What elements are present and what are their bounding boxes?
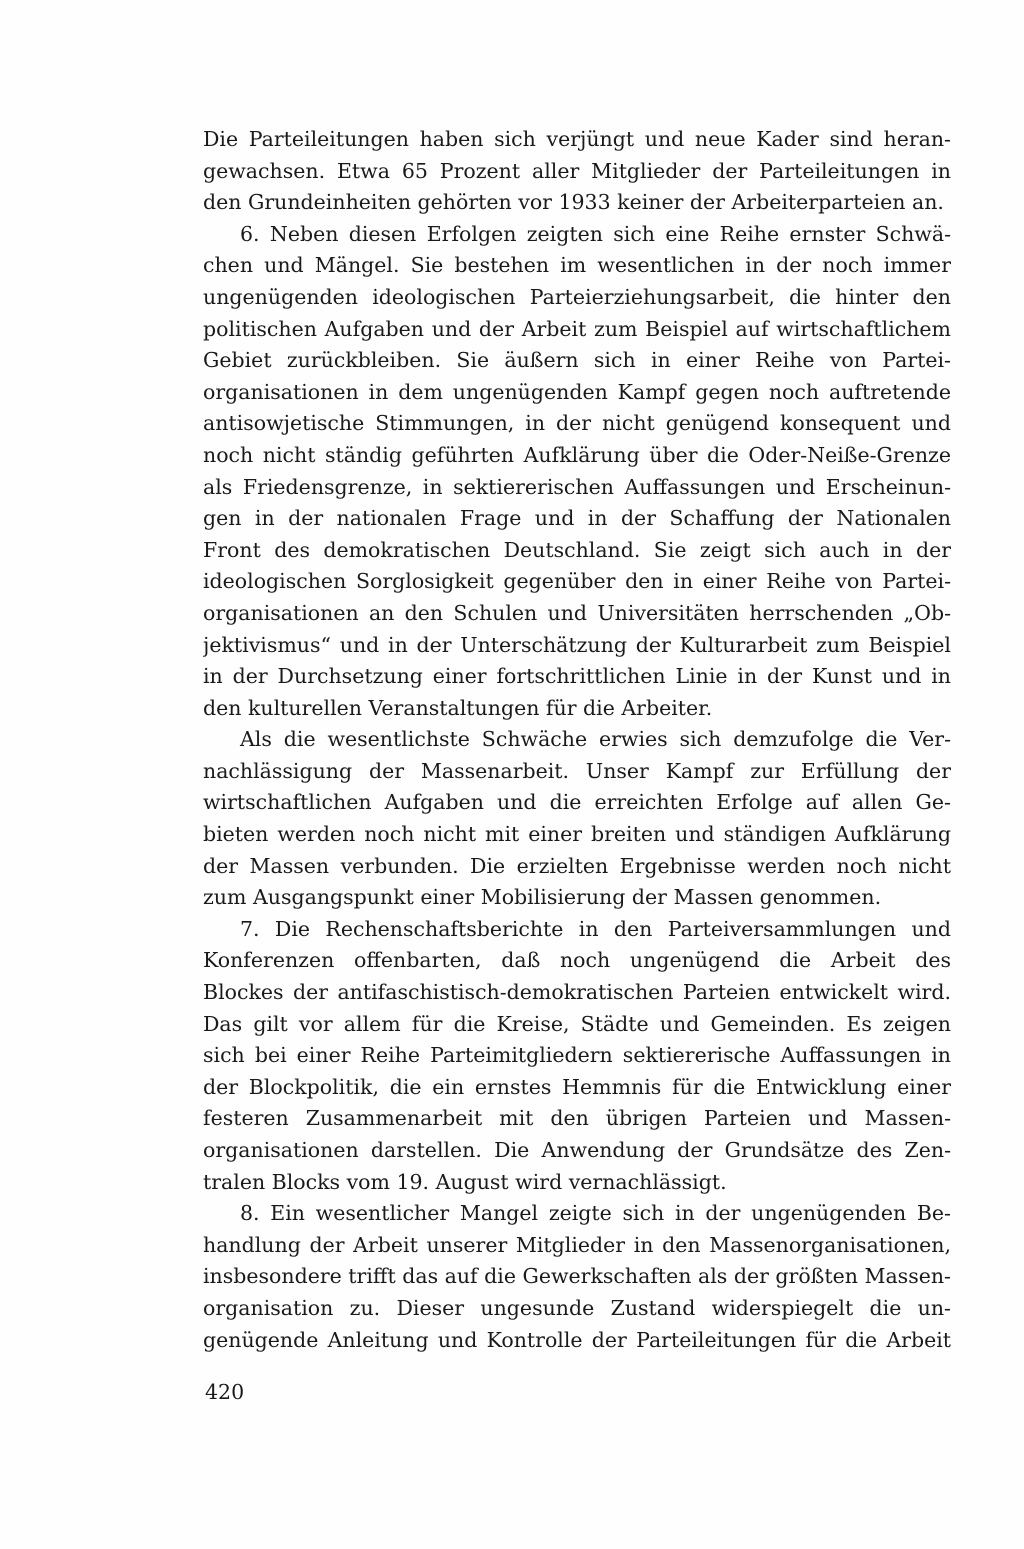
text-line: 6. Neben diesen Erfolgen zeigten sich eine Reihe ernster Schwä- — [240, 221, 951, 246]
text-line: handlung der Arbeit unserer Mitglieder in den Massenorganisationen, — [203, 1232, 951, 1257]
text-line: Konferenzen offenbarten, daß noch ungenügend die Arbeit des — [203, 948, 951, 973]
text-line: Das gilt vor allem für die Kreise, Städte und Gemeinden. Es zeigen — [203, 1011, 951, 1036]
text-line: bieten werden noch nicht mit einer breiten und ständigen Aufklärung — [203, 822, 951, 847]
text-line: organisationen in dem ungenügenden Kampf gegen noch auftretende — [203, 379, 951, 404]
text-line: noch nicht ständig geführten Aufklärung über die Oder-Neiße-Grenze — [203, 442, 951, 467]
text-line: als Friedensgrenze, in sektiererischen Auffassungen und Erscheinun- — [203, 474, 951, 499]
text-line: ungenügenden ideologischen Parteierziehungsarbeit, die hinter den — [203, 284, 951, 309]
text-line: Blockes der antifaschistisch-demokratischen Parteien entwickelt wird. — [203, 980, 951, 1005]
text-line: politischen Aufgaben und der Arbeit zum Beispiel auf wirtschaftlichem — [203, 316, 951, 341]
text-line: den kulturellen Veranstaltungen für die Arbeiter. — [203, 695, 713, 720]
text-line: Front des demokratischen Deutschland. Sie zeigt sich auch in der — [203, 537, 951, 562]
text-line: den Grundeinheiten gehörten vor 1933 keiner der Arbeiterparteien an. — [203, 190, 944, 215]
text-line: genügende Anleitung und Kontrolle der Parteileitungen für die Arbeit — [203, 1327, 951, 1352]
text-line: 7. Die Rechenschaftsberichte in den Parteiversammlungen und — [240, 916, 951, 941]
text-line: ideologischen Sorglosigkeit gegenüber den in einer Reihe von Partei- — [203, 569, 951, 594]
text-line: Gebiet zurückbleiben. Sie äußern sich in einer Reihe von Partei- — [203, 348, 951, 373]
text-line: gewachsen. Etwa 65 Prozent aller Mitglieder der Parteileitungen in — [203, 158, 951, 183]
text-line: chen und Mängel. Sie bestehen im wesentlichen in der noch immer — [203, 253, 951, 278]
text-line: Die Parteileitungen haben sich verjüngt und neue Kader sind heran- — [203, 127, 951, 151]
text-line: der Massen verbunden. Die erzielten Ergebnisse werden noch nicht — [203, 853, 951, 878]
text-line: zum Ausgangspunkt einer Mobilisierung der Massen genommen. — [203, 885, 882, 910]
text-line: organisationen an den Schulen und Universitäten herrschenden „Ob- — [203, 600, 951, 625]
text-line: gen in der nationalen Frage und in der Schaffung der Nationalen — [203, 506, 951, 531]
text-line: insbesondere trifft das auf die Gewerkschaften als der größten Massen- — [203, 1264, 951, 1289]
text-line: festeren Zusammenarbeit mit den übrigen Parteien und Massen- — [203, 1106, 951, 1131]
text-line: organisationen darstellen. Die Anwendung der Grundsätze des Zen- — [203, 1138, 951, 1162]
text-line: nachlässigung der Massenarbeit. Unser Kampf zur Erfüllung der — [203, 758, 951, 783]
text-line: sich bei einer Reihe Parteimitgliedern sektiererische Auffassungen in — [203, 1043, 951, 1068]
text-line: der Blockpolitik, die ein ernstes Hemmnis für die Entwicklung einer — [203, 1074, 951, 1099]
text-line: 8. Ein wesentlicher Mangel zeigte sich in der ungenügenden Be- — [240, 1201, 951, 1226]
text-line: in der Durchsetzung einer fortschrittlichen Linie in der Kunst und in — [203, 664, 951, 689]
text-line: Als die wesentlichste Schwäche erwies sich demzufolge die Ver- — [240, 727, 951, 752]
text-line: wirtschaftlichen Aufgaben und die erreichten Erfolge auf allen Ge- — [203, 790, 951, 815]
body-text — [203, 124, 951, 1356]
text-line: antisowjetische Stimmungen, in der nicht genügend konsequent und — [203, 411, 951, 436]
text-line: organisation zu. Dieser ungesunde Zustand widerspiegelt die un- — [203, 1295, 951, 1320]
text-line: jektivismus“ und in der Unterschätzung der Kulturarbeit zum Beispiel — [203, 632, 951, 657]
text-line: tralen Blocks vom 19. August wird vernachlässigt. — [203, 1169, 727, 1194]
page-number: 420 — [205, 1380, 245, 1404]
